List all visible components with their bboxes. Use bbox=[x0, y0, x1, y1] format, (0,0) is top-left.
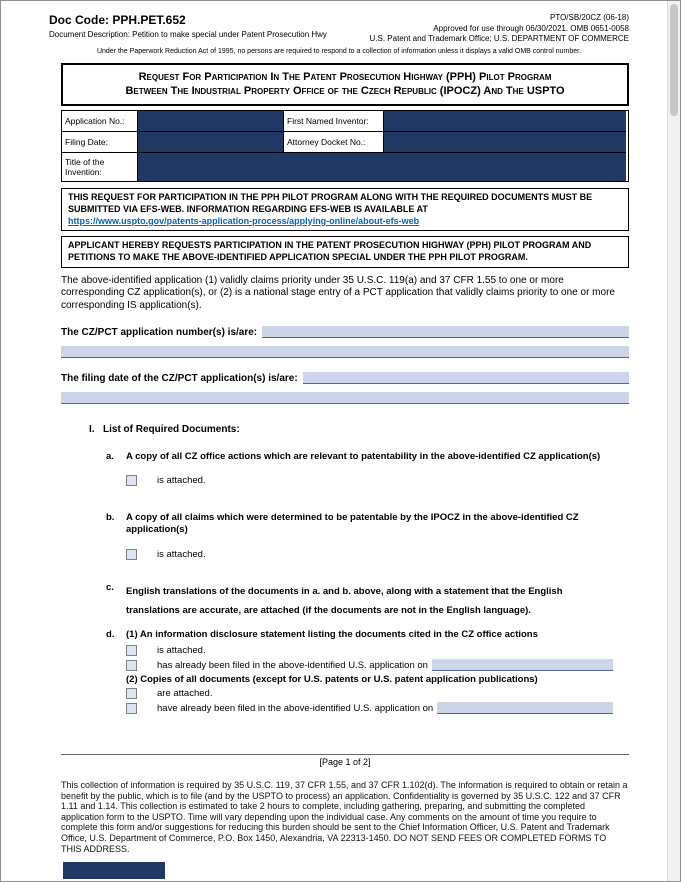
doc-item-d bbox=[106, 629, 629, 641]
efs-web-link[interactable]: https://www.uspto.gov/patents-application-process/applying-online/about-efs-web bbox=[68, 215, 420, 226]
scrollbar-thumb[interactable] bbox=[670, 4, 678, 116]
page-indicator: [Page 1 of 2] bbox=[319, 757, 371, 767]
copies-filed-date-field[interactable] bbox=[437, 702, 613, 714]
scrollbar[interactable] bbox=[667, 1, 680, 882]
doc-item-c bbox=[106, 582, 629, 621]
ids-filed-checkbox[interactable] bbox=[126, 660, 137, 671]
item-b-attached-checkbox[interactable] bbox=[126, 549, 137, 560]
efs-web-notice-text: THIS REQUEST FOR PARTICIPATION IN THE PPH PILOT PROGRAM ALONG WITH THE REQUIRED DOCUMENTS MUST BE SUBMITTED VIA EFS-WEB. INFORMATION REGARDING EFS-WEB IS AVAILABLE AT bbox=[68, 192, 593, 214]
item-c-letter: c. bbox=[106, 581, 114, 593]
item-b-letter: b. bbox=[106, 512, 115, 524]
item-a-attached-label: is attached. bbox=[157, 475, 206, 487]
partial-form-field[interactable] bbox=[63, 862, 165, 879]
copies-filed-checkbox[interactable] bbox=[126, 703, 137, 714]
header-left bbox=[49, 13, 327, 45]
required-documents-heading bbox=[89, 424, 629, 435]
title-of-invention-field[interactable] bbox=[138, 153, 626, 181]
attorney-docket-no-field[interactable] bbox=[384, 132, 626, 153]
application-info-table bbox=[61, 110, 629, 182]
form-title-box bbox=[61, 63, 629, 107]
footer-rule bbox=[61, 754, 629, 767]
cz-date-row bbox=[61, 372, 629, 384]
item-d-part1-text: (1) An information disclosure statement listing the documents cited in the CZ office actions bbox=[126, 628, 538, 640]
form-page bbox=[1, 1, 669, 882]
cz-number-row bbox=[61, 326, 629, 338]
application-no-label: Application No.: bbox=[62, 111, 138, 132]
header-right bbox=[370, 13, 629, 45]
item-d-part2-text: (2) Copies of all documents (except for U.S. patents or U.S. patent application publications) bbox=[126, 674, 538, 686]
doc-item-a bbox=[106, 451, 629, 463]
cz-application-number-field-line2[interactable] bbox=[61, 346, 629, 358]
first-named-inventor-label: First Named Inventor: bbox=[284, 111, 384, 132]
omb-approval: Approved for use through 06/30/2021. OMB 0651-0058 bbox=[433, 23, 629, 33]
cz-number-label: The CZ/PCT application number(s) is/are: bbox=[61, 326, 258, 338]
priority-paragraph: The above-identified application (1) validly claims priority under 35 U.S.C. 119(a) and 37 CFR 1.55 to one or more corresponding CZ application(s), or (2) is a national stage entry of a PCT application that validly claims priority to one or more corresponding IS application(s). bbox=[61, 274, 615, 312]
ids-attached-checkbox[interactable] bbox=[126, 645, 137, 656]
agency-line: U.S. Patent and Trademark Office; U.S. DEPARTMENT OF COMMERCE bbox=[369, 34, 629, 44]
doc-description: Document Description: Petition to make special under Patent Prosecution Hwy bbox=[49, 30, 327, 39]
copies-attached-checkbox[interactable] bbox=[126, 688, 137, 699]
application-no-field[interactable] bbox=[138, 111, 284, 132]
item-b-attached-row bbox=[126, 549, 613, 560]
efs-web-notice-box bbox=[61, 188, 629, 231]
item-a-attached-row bbox=[126, 475, 613, 486]
request-statement-box: APPLICANT HEREBY REQUESTS PARTICIPATION IN THE PATENT PROSECUTION HIGHWAY (PPH) PILOT PROGRAM AND PETITIONS TO MAKE THE ABOVE-IDENTIFIED APPLICATION SPECIAL UNDER THE PPH PILOT PROGRAM. bbox=[61, 236, 629, 267]
ids-filed-label: has already been filed in the above-identified U.S. application on bbox=[157, 659, 428, 671]
item-b-attached-label: is attached. bbox=[157, 548, 206, 560]
cz-date-label: The filing date of the CZ/PCT application(s) is/are: bbox=[61, 372, 298, 384]
first-named-inventor-field[interactable] bbox=[384, 111, 626, 132]
item-b-text: A copy of all claims which were determined to be patentable by the IPOCZ in the above-identified CZ application(s) bbox=[126, 512, 579, 536]
paperwork-reduction-notice: Under the Paperwork Reduction Act of 1995, no persons are required to respond to a collection of information unless it displays a valid OMB control number. bbox=[96, 47, 582, 55]
filing-date-field[interactable] bbox=[138, 132, 284, 153]
burden-statement: This collection of information is required by 35 U.S.C. 119, 37 CFR 1.55, and 37 CFR 1.102(d). The information is required to obtain or retain a benefit by the public, which is to file (and by the USPTO to process) an application. Confidentiality is governed by 35 U.S.C. 122 and 37 CFR 1.11 and 1.14. This collection is estimated to take 2 hours to complete, including gathering, preparing, and submitting the completed application form to the USPTO. Time will vary depending upon the individual case. Any comments on the amount of time you require to complete this form and/or suggestions for reducing this burden should be sent to the Chief Information Officer, U.S. Patent and Trademark Office, U.S. Department of Commerce, P.O. Box 1450, Alexandria, VA 22313-1450. DO NOT SEND FEES OR COMPLETED FORMS TO THIS ADDRESS. bbox=[61, 780, 628, 854]
doc-code: Doc Code: PPH.PET.652 bbox=[49, 13, 186, 27]
cz-filing-date-field[interactable] bbox=[303, 372, 629, 384]
ids-filed-row bbox=[126, 659, 613, 671]
form-title-line1: Request For Participation In The Patent Prosecution Highway (PPH) Pilot Program bbox=[138, 70, 552, 83]
doc-item-b bbox=[106, 512, 629, 537]
item-d-letter: d. bbox=[106, 628, 115, 640]
form-header bbox=[1, 1, 669, 45]
copies-attached-row bbox=[126, 688, 613, 699]
item-a-attached-checkbox[interactable] bbox=[126, 475, 137, 486]
title-of-invention-label: Title of the Invention: bbox=[62, 153, 138, 181]
form-body bbox=[61, 63, 629, 714]
copies-filed-label: have already been filed in the above-identified U.S. application on bbox=[157, 702, 434, 714]
item-a-letter: a. bbox=[106, 450, 114, 462]
attorney-docket-no-label: Attorney Docket No.: bbox=[284, 132, 384, 153]
form-title-line2: Between The Industrial Property Office of the Czech Republic (IPOCZ) And The USPTO bbox=[125, 84, 565, 97]
heading-text: List of Required Documents: bbox=[103, 423, 240, 435]
item-c-text: English translations of the documents in a. and b. above, along with a statement that the English translations are accurate, are attached (if the documents are not in the English language). bbox=[126, 585, 563, 617]
copies-filed-row bbox=[126, 702, 613, 714]
ids-attached-row bbox=[126, 645, 613, 656]
filing-date-label: Filing Date: bbox=[62, 132, 138, 153]
form-number: PTO/SB/20CZ (06-18) bbox=[550, 13, 629, 22]
cz-application-number-field[interactable] bbox=[262, 326, 629, 338]
item-a-text: A copy of all CZ office actions which are relevant to patentability in the above-identified CZ application(s) bbox=[126, 450, 601, 462]
copies-attached-label: are attached. bbox=[157, 688, 213, 700]
cz-filing-date-field-line2[interactable] bbox=[61, 392, 629, 404]
ids-attached-label: is attached. bbox=[157, 645, 206, 657]
heading-numeral: I. bbox=[89, 423, 95, 435]
ids-filed-date-field[interactable] bbox=[432, 659, 613, 671]
